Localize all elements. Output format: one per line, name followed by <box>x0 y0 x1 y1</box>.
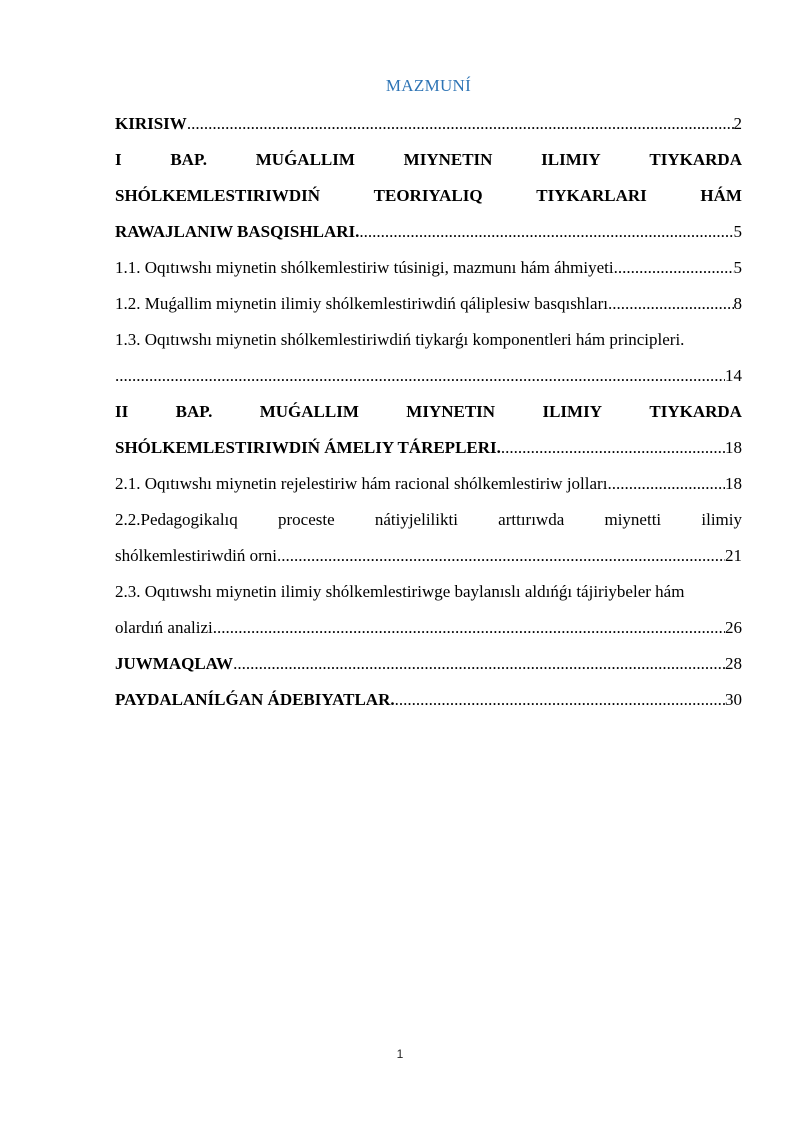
toc-entry-conclusion[interactable] <box>115 646 742 682</box>
toc-page-number: 28 <box>725 654 742 673</box>
toc-entry-chapter-2[interactable] <box>115 394 742 466</box>
word: II <box>115 402 129 421</box>
word: ilimiy <box>701 510 742 529</box>
toc-entry-line <box>115 430 742 466</box>
word: SHÓLKEMLESTIRIWDIŃ <box>115 186 320 205</box>
leader-dots <box>233 646 725 682</box>
word: arttırıwda <box>498 510 565 529</box>
toc-entry-references[interactable] <box>115 682 742 718</box>
toc-page-number: 5 <box>733 222 742 241</box>
toc-entry-line <box>115 178 742 214</box>
toc-page-number: 26 <box>725 618 742 637</box>
toc-entry-label: RAWAJLANIW BASQISHLARI. <box>115 222 360 241</box>
word: ILIMIY <box>542 402 602 421</box>
toc-entry-label: 2.1. Oqıtıwshı miynetin rejelestiriw hám racional shólkemlestiriw jolları <box>115 474 608 493</box>
toc-page-number: 18 <box>725 474 742 493</box>
word: 2.2.Pedagogikalıq <box>115 510 238 529</box>
toc-entry-label: olardıń analizi <box>115 618 213 637</box>
leader-dots <box>277 538 725 574</box>
toc-entry-section-1-2[interactable] <box>115 286 742 322</box>
word: BAP. <box>175 402 213 421</box>
toc-entry-line <box>115 214 742 250</box>
word: miynetti <box>604 510 662 529</box>
word: ILIMIY <box>541 150 601 169</box>
toc-entry-label: 1.3. Oqıtıwshı miynetin shólkemlestiriwdiń tiykarǵı komponentleri hám principleri. <box>115 330 685 349</box>
toc-entry-label: JUWMAQLAW <box>115 654 234 673</box>
page-number: 1 <box>396 1047 404 1061</box>
word: TEORIYALIQ <box>373 186 483 205</box>
table-of-contents <box>115 74 742 718</box>
toc-entry-line <box>115 538 742 574</box>
toc-entry-label: SHÓLKEMLESTIRIWDIŃ ÁMELIY TÁREPLERI. <box>115 438 501 457</box>
toc-entry-label: KIRISIW <box>115 114 187 133</box>
toc-page-number: 5 <box>733 258 742 277</box>
word: MIYNETIN <box>403 150 493 169</box>
toc-page-number: 21 <box>725 546 742 565</box>
toc-entry-line <box>115 502 742 538</box>
toc-entry-intro[interactable] <box>115 106 742 142</box>
toc-entry-section-2-3[interactable] <box>115 574 742 646</box>
leader-dots <box>608 286 734 322</box>
word: MUǴALLIM <box>255 150 355 169</box>
toc-entry-chapter-1[interactable] <box>115 142 742 250</box>
leader-dots <box>501 430 725 466</box>
toc-entry-section-1-3[interactable] <box>115 322 742 394</box>
toc-entry-label: PAYDALANÍLǴAN ÁDEBIYATLAR. <box>115 690 395 709</box>
leader-dots <box>395 682 725 718</box>
word: TIYKARLARI <box>536 186 647 205</box>
word: HÁM <box>700 186 742 205</box>
toc-entry-line <box>115 142 742 178</box>
toc-entry-line <box>115 610 742 646</box>
toc-page-number: 8 <box>733 294 742 313</box>
toc-entry-line <box>115 358 742 394</box>
toc-entry-section-2-2[interactable] <box>115 502 742 574</box>
word: BAP. <box>170 150 208 169</box>
toc-page-number: 2 <box>733 114 742 133</box>
word: TIYKARDA <box>649 402 742 421</box>
leader-dots <box>115 358 725 394</box>
leader-dots <box>213 610 725 646</box>
toc-entry-label: 2.3. Oqıtıwshı miynetin ilimiy shólkemlestiriwge baylanıslı aldıńǵı tájiriybeler hám <box>115 582 685 601</box>
leader-dots <box>614 250 734 286</box>
word: I <box>115 150 122 169</box>
toc-page-number: 18 <box>725 438 742 457</box>
toc-entry-label: 1.1. Oqıtıwshı miynetin shólkemlestiriw túsinigi, mazmunı hám áhmiyeti <box>115 258 614 277</box>
toc-entry-section-2-1[interactable] <box>115 466 742 502</box>
leader-dots <box>607 466 725 502</box>
leader-dots <box>359 214 733 250</box>
toc-entry-line <box>115 394 742 430</box>
toc-entry-label: shólkemlestiriwdiń orni <box>115 546 277 565</box>
word: nátiyjelilikti <box>374 510 458 529</box>
word: MUǴALLIM <box>259 402 359 421</box>
toc-title: MAZMUNÍ <box>385 76 472 95</box>
leader-dots <box>187 106 734 142</box>
word: proceste <box>277 510 335 529</box>
word: TIYKARDA <box>649 150 742 169</box>
word: MIYNETIN <box>406 402 496 421</box>
toc-page-number: 30 <box>725 690 742 709</box>
toc-entry-label: 1.2. Muǵallim miynetin ilimiy shólkemlestiriwdiń qáliplesiw basqıshları <box>115 294 608 313</box>
toc-entry-section-1-1[interactable] <box>115 250 742 286</box>
toc-page-number: 14 <box>725 366 742 385</box>
